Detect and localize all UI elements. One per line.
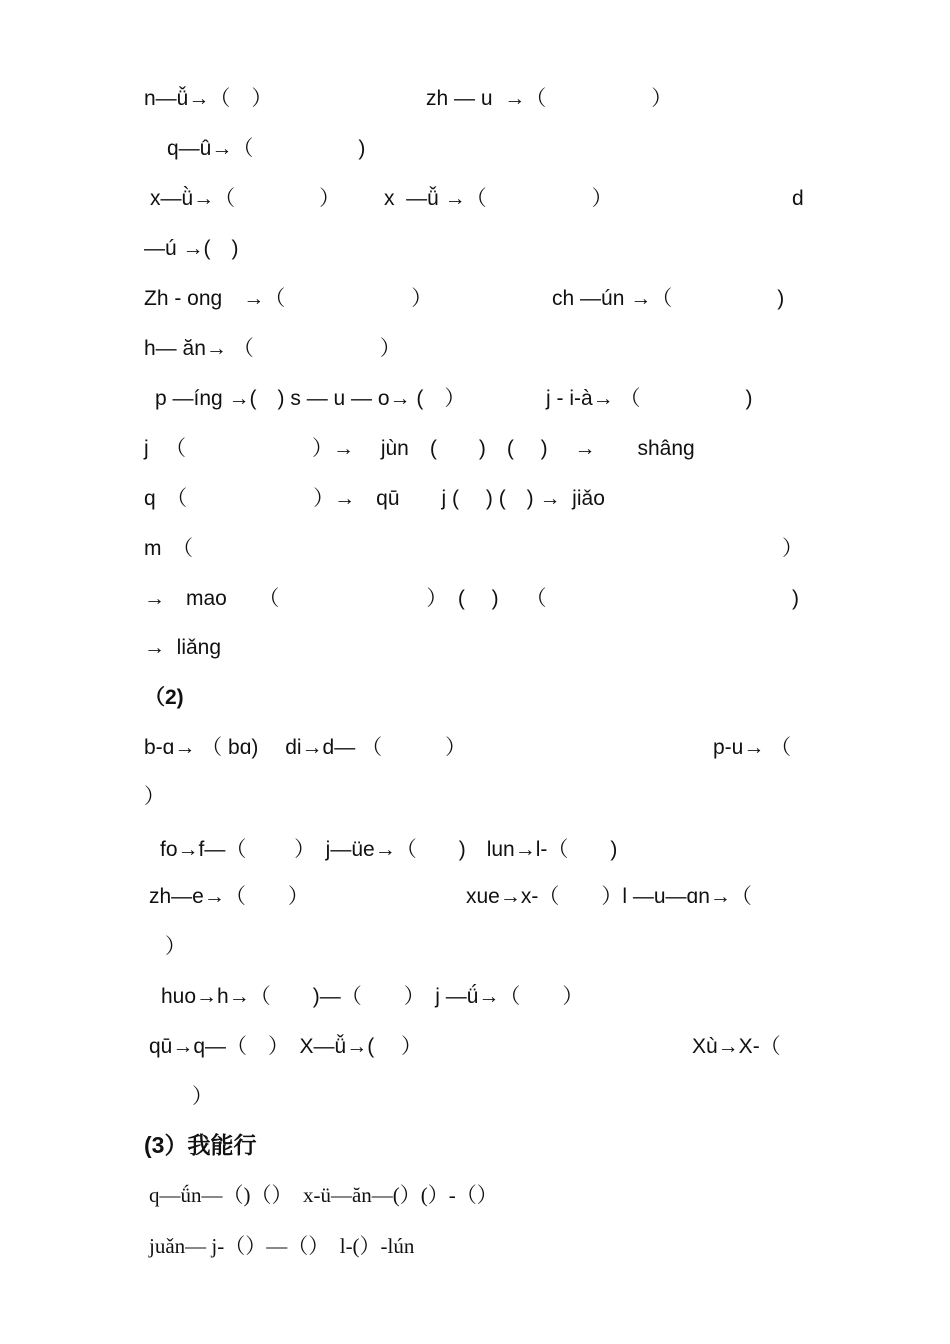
exercise-line-14 bbox=[0, 785, 950, 825]
exercise-line-7 bbox=[0, 387, 950, 427]
exercise-line-13 bbox=[0, 736, 950, 776]
line-text-segment: d bbox=[792, 187, 804, 210]
line-text-segment: fo→f—（ ） j—üe→（ ) lun→l-（ ) bbox=[160, 838, 618, 861]
exercise-line-5 bbox=[0, 287, 950, 327]
line-text-segment: p-u→ （ bbox=[713, 736, 792, 759]
exercise-line-6 bbox=[0, 337, 950, 377]
line-text-segment: n—ǚ→（ ） bbox=[144, 87, 273, 110]
line-text-segment: ch —ún →（ ) bbox=[552, 287, 785, 310]
line-text-segment: Xù→X-（ bbox=[692, 1035, 781, 1058]
exercise-line-16 bbox=[0, 885, 950, 925]
exercise-line-11 bbox=[0, 587, 950, 627]
section-3-heading bbox=[0, 1133, 950, 1173]
line-text-segment: → liǎng bbox=[144, 636, 222, 659]
exercise-line-20 bbox=[0, 1085, 950, 1125]
line-text-segment: qū→q—（ ） X—ǚ→( ） bbox=[149, 1035, 423, 1058]
exercise-line-3 bbox=[0, 187, 950, 227]
exercise-line-17 bbox=[0, 935, 950, 975]
exercise-line-12 bbox=[0, 636, 950, 676]
exercise-line-4 bbox=[0, 237, 950, 277]
line-text-segment: huo→h→（ )—（ ） j —ǘ→（ ） bbox=[161, 985, 584, 1008]
line-text-segment: x—ǜ→（ ） bbox=[150, 187, 341, 210]
line-text-segment: q （ ）→ qū j ( ) ( ) → jiǎo bbox=[144, 487, 605, 510]
line-text-segment: (3）我能行 bbox=[144, 1132, 257, 1158]
line-text-segment: ） bbox=[192, 1085, 213, 1108]
line-text-segment: juǎn— j-（）—（） l-(）-lún bbox=[149, 1234, 415, 1258]
line-text-segment: Zh - ong →（ ） bbox=[144, 287, 433, 310]
exercise-line-18 bbox=[0, 985, 950, 1025]
line-text-segment: ） bbox=[144, 785, 165, 808]
exercise-line-1 bbox=[0, 87, 950, 127]
exercise-line-10 bbox=[0, 537, 950, 577]
line-text-segment: b-ɑ→ （ bɑ) di→d— （ ） bbox=[144, 736, 467, 759]
line-text-segment: ） bbox=[165, 935, 186, 958]
exercise-line-19 bbox=[0, 1035, 950, 1075]
line-text-segment: zh—e→（ ） bbox=[149, 885, 309, 908]
section-2-heading bbox=[0, 686, 950, 726]
line-text-segment: ) bbox=[792, 587, 799, 610]
line-text-segment: p —íng →( ) s — u — o→ ( ） bbox=[155, 387, 466, 410]
line-text-segment: h— ăn→ （ ） bbox=[144, 337, 401, 360]
line-text-segment: j - i-à→ （ ) bbox=[546, 387, 753, 410]
line-text-segment: （2) bbox=[144, 686, 184, 709]
exercise-line-8 bbox=[0, 437, 950, 477]
line-text-segment: q—û→（ ) bbox=[167, 137, 366, 160]
exercise-line-2 bbox=[0, 137, 950, 177]
line-text-segment: ） bbox=[782, 537, 803, 560]
line-text-segment: j （ ）→ jùn ( ) ( ) → shâng bbox=[144, 437, 695, 460]
line-text-segment: xue→x-（ ）l —u—ɑn→（ bbox=[466, 885, 752, 908]
exercise-line-21 bbox=[0, 1183, 950, 1223]
line-text-segment: x —ǚ →（ ） bbox=[384, 187, 613, 210]
exercise-line-22 bbox=[0, 1234, 950, 1274]
exercise-line-9 bbox=[0, 487, 950, 527]
exercise-line-15 bbox=[0, 838, 950, 878]
line-text-segment: m （ bbox=[144, 537, 193, 560]
line-text-segment: zh — u →（ ） bbox=[426, 87, 673, 110]
line-text-segment: —ú →( ) bbox=[144, 237, 239, 260]
line-text-segment: q—ǘn—（)（） x-ü—ăn—(）(）-（） bbox=[149, 1183, 498, 1207]
line-text-segment: → mao （ ） ( ) （ bbox=[144, 587, 547, 610]
